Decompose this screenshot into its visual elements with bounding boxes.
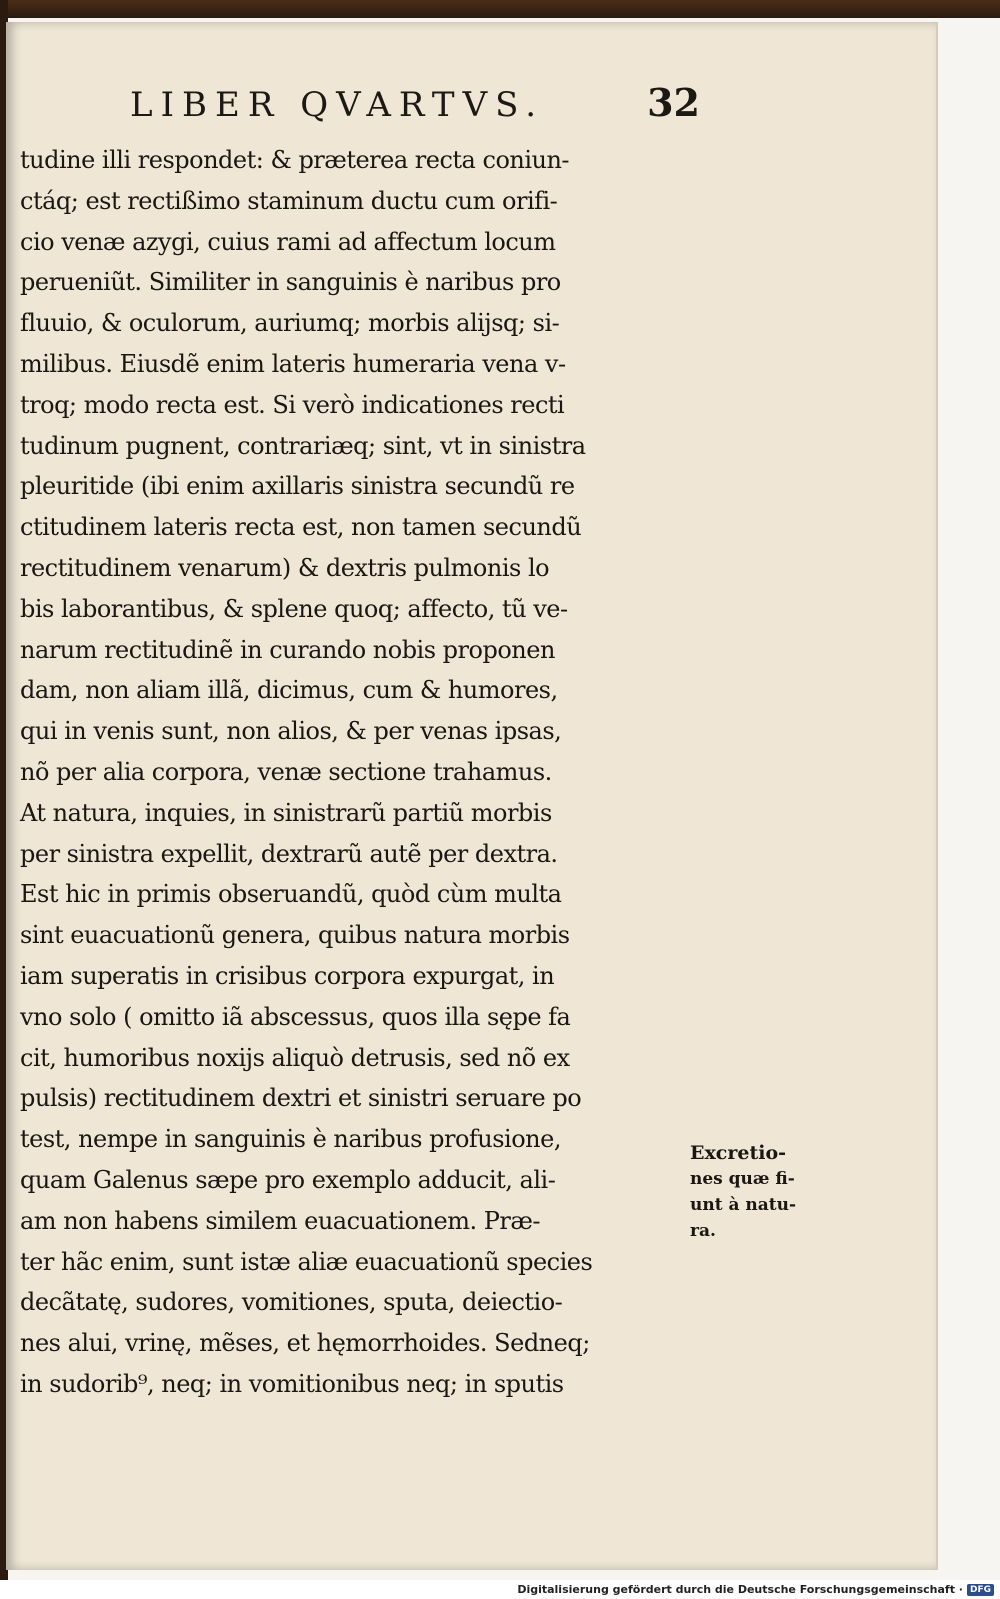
text-line: nes alui, vrinę, mẽses, et hęmorrhoides. Sedneq; <box>20 1329 590 1358</box>
text-line: per sinistra expellit, dextrarũ autẽ per dextra. <box>20 839 558 868</box>
text-line: sint euacuationũ genera, quibus natura morbis <box>20 921 570 950</box>
book-edge-top <box>0 0 1000 18</box>
text-line: pulsis) rectitudinem dextri et sinistri seruare po <box>20 1084 582 1113</box>
footer-credit: Digitalisierung gefördert durch die Deutsche Forschungsgemeinschaft · <box>517 1583 963 1596</box>
text-line: cit, humoribus noxijs aliquò detrusis, sed nõ ex <box>20 1043 570 1072</box>
text-line: tudinum pugnent, contrariæq; sint, vt in sinistra <box>20 431 586 460</box>
text-line: nõ per alia corpora, venæ sectione trahamus. <box>20 757 552 786</box>
text-line: At natura, inquies, in sinistrarũ partiũ morbis <box>20 798 552 827</box>
page-number: 32 <box>647 80 700 125</box>
text-line: qui in venis sunt, non alios, & per venas ipsas, <box>20 717 562 746</box>
text-line: cio venæ azygi, cuius rami ad affectum locum <box>20 227 556 256</box>
text-line: Est hic in primis obseruandũ, quòd cùm multa <box>20 880 562 909</box>
text-line: tudine illi respondet: & præterea recta coniun- <box>20 146 570 174</box>
digitization-footer <box>0 1580 1000 1599</box>
text-line: pleuritide (ibi enim axillaris sinistra secundũ re <box>20 472 575 501</box>
text-line: decãtatę, sudores, vomitiones, sputa, deiectio- <box>20 1288 563 1317</box>
text-line: test, nempe in sanguinis è naribus profusione, <box>20 1125 561 1154</box>
text-line: vno solo ( omitto iã abscessus, quos illa sępe fa <box>20 1002 571 1031</box>
marginal-note-line: nes quæ fi- <box>690 1169 795 1189</box>
running-head <box>130 80 700 130</box>
text-line: dam, non aliam illã, dicimus, cum & humores, <box>20 676 558 705</box>
text-line: troq; modo recta est. Si verò indicationes recti <box>20 390 565 419</box>
text-line: ctáq; est rectißimo staminum ductu cum orifi- <box>20 186 558 215</box>
text-block <box>20 140 710 1405</box>
marginal-note-line: unt à natu- <box>690 1195 797 1215</box>
text-line: ter hãc enim, sunt istæ aliæ euacuationũ species <box>20 1247 593 1276</box>
marginal-note-line: ra. <box>690 1221 716 1241</box>
dfg-logo-icon: DFG <box>967 1584 994 1596</box>
text-line: milibus. Eiusdẽ enim lateris humeraria vena v- <box>20 349 566 378</box>
marginal-note-line: Excretio- <box>690 1142 787 1164</box>
text-line: perueniũt. Similiter in sanguinis è naribus pro <box>20 268 561 297</box>
text-line: narum rectitudinẽ in curando nobis proponen <box>20 635 555 664</box>
text-line: in sudorib⁹, neq; in vomitionibus neq; in sputis <box>20 1369 564 1398</box>
marginal-note <box>690 1140 830 1244</box>
text-line: ctitudinem lateris recta est, non tamen secundũ <box>20 513 582 542</box>
text-line: fluuio, & oculorum, auriumq; morbis alijsq; si- <box>20 309 560 338</box>
text-line: quam Galenus sæpe pro exemplo adducit, ali- <box>20 1165 556 1194</box>
running-head-title: LIBER QVARTVS. <box>130 85 545 125</box>
text-line: bis laborantibus, & splene quoq; affecto, tũ ve- <box>20 594 568 623</box>
text-line: am non habens similem euacuationem. Præ- <box>20 1206 541 1235</box>
text-line: rectitudinem venarum) & dextris pulmonis lo <box>20 553 550 582</box>
text-line: iam superatis in crisibus corpora expurgat, in <box>20 961 555 990</box>
